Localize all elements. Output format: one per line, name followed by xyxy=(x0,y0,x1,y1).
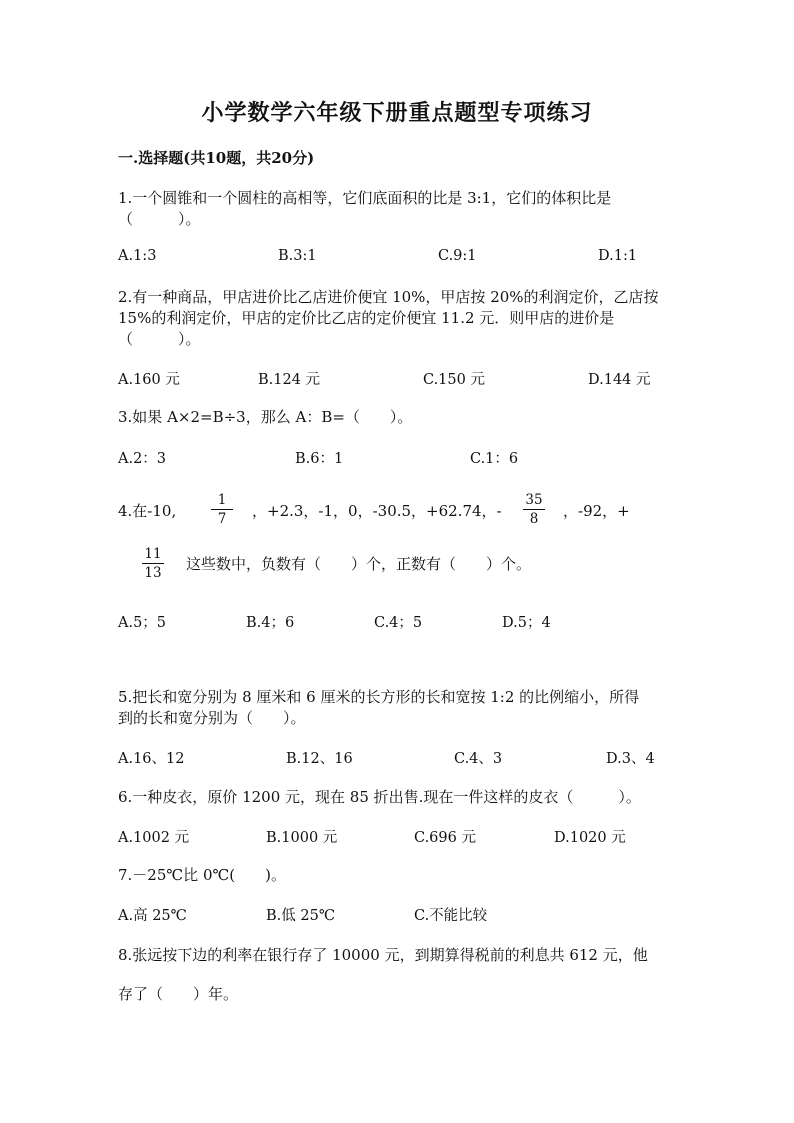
q1-option-d[interactable]: D.1:1 xyxy=(598,248,638,264)
question-4-middle: ，+2.3，-1，0，-30.5，+62.74，- xyxy=(252,502,502,520)
question-3-text: 3.如果 A×2=B÷3，那么 A：B=（ ）。 xyxy=(118,408,413,426)
q2-option-c[interactable]: C.150 元 xyxy=(423,372,485,388)
question-1-text: 1.一个圆锥和一个圆柱的高相等，它们底面积的比是 3:1，它们的体积比是 xyxy=(118,189,612,207)
q4-option-c[interactable]: C.4；5 xyxy=(374,615,423,631)
fraction-numerator: 35 xyxy=(525,492,543,508)
q4-option-b[interactable]: B.4；6 xyxy=(246,615,295,631)
q5-option-d[interactable]: D.3、4 xyxy=(606,751,655,767)
fraction-1-7 xyxy=(209,492,235,527)
q1-option-a[interactable]: A.1:3 xyxy=(118,248,157,264)
section-heading: 一.选择题(共10题，共20分) xyxy=(118,149,315,167)
q3-option-a[interactable]: A.2：3 xyxy=(118,451,167,467)
q6-option-c[interactable]: C.696 元 xyxy=(414,830,476,846)
fraction-denominator: 8 xyxy=(529,511,539,527)
question-5-text: 5.把长和宽分别为 8 厘米和 6 厘米的长方形的长和宽按 1:2 的比例缩小，所得 xyxy=(118,688,640,706)
question-6-text: 6.一种皮衣，原价 1200 元，现在 85 折出售.现在一件这样的皮衣（ ）。 xyxy=(118,788,641,806)
q6-option-a[interactable]: A.1002 元 xyxy=(118,830,190,846)
question-1-text-cont: （ ）。 xyxy=(118,210,201,228)
q6-option-d[interactable]: D.1020 元 xyxy=(554,830,626,846)
fraction-numerator: 1 xyxy=(217,492,227,508)
q4-option-d[interactable]: D.5；4 xyxy=(502,615,551,631)
q2-option-a[interactable]: A.160 元 xyxy=(118,372,180,388)
fraction-bar xyxy=(523,509,545,510)
fraction-numerator: 11 xyxy=(144,546,162,562)
page-title: 小学数学六年级下册重点题型专项练习 xyxy=(201,100,593,126)
q7-option-a[interactable]: A.高 25℃ xyxy=(118,908,187,924)
question-2-text: 2.有一种商品，甲店进价比乙店进价便宜 10%，甲店按 20%的利润定价，乙店按 xyxy=(118,288,659,306)
q2-option-d[interactable]: D.144 元 xyxy=(588,372,651,388)
question-8-text-cont: 存了（ ）年。 xyxy=(118,985,239,1003)
fraction-11-13 xyxy=(140,546,166,581)
q3-option-b[interactable]: B.6：1 xyxy=(295,451,344,467)
q5-option-a[interactable]: A.16、12 xyxy=(118,751,185,767)
fraction-bar xyxy=(142,563,164,564)
q3-option-c[interactable]: C.1：6 xyxy=(470,451,519,467)
question-4-text-cont: 这些数中，负数有（ ）个，正数有（ ）个。 xyxy=(186,555,532,573)
fraction-denominator: 13 xyxy=(144,565,162,581)
q5-option-c[interactable]: C.4、3 xyxy=(454,751,503,767)
question-2-text-cont2: （ ）。 xyxy=(118,330,201,348)
q7-option-c[interactable]: C.不能比较 xyxy=(414,908,488,924)
q6-option-b[interactable]: B.1000 元 xyxy=(266,830,338,846)
question-7-text: 7.－25℃比 0℃( )。 xyxy=(118,866,286,884)
question-5-text-cont: 到的长和宽分别为（ ）。 xyxy=(118,709,306,727)
q1-option-b[interactable]: B.3:1 xyxy=(278,248,317,264)
q1-option-c[interactable]: C.9:1 xyxy=(438,248,477,264)
question-8-text: 8.张远按下边的利率在银行存了 10000 元，到期算得税前的利息共 612 元，他 xyxy=(118,946,648,964)
q5-option-b[interactable]: B.12、16 xyxy=(286,751,353,767)
q2-option-b[interactable]: B.124 元 xyxy=(258,372,321,388)
question-4-suffix: ，-92，+ xyxy=(563,502,630,520)
question-2-text-cont: 15%的利润定价，甲店的定价比乙店的定价便宜 11.2 元．则甲店的进价是 xyxy=(118,309,615,327)
fraction-bar xyxy=(211,509,233,510)
q4-option-a[interactable]: A.5；5 xyxy=(118,615,167,631)
q7-option-b[interactable]: B.低 25℃ xyxy=(266,908,336,924)
fraction-denominator: 7 xyxy=(217,511,227,527)
fraction-35-8 xyxy=(521,492,547,527)
question-4-prefix: 4.在-10, xyxy=(118,502,177,520)
